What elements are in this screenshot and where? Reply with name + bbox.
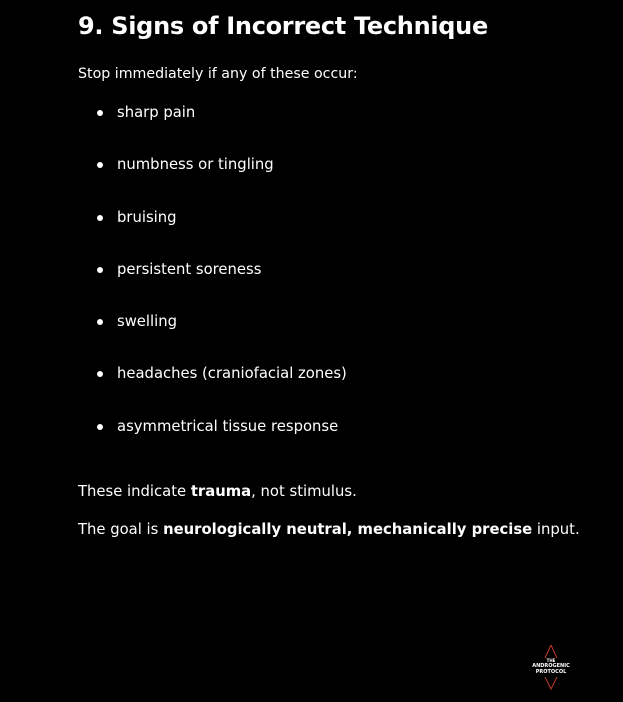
bullet-icon — [97, 319, 103, 325]
bullet-icon — [97, 110, 103, 116]
page-title: 9. Signs of Incorrect Technique — [78, 12, 488, 40]
bullet-icon — [97, 215, 103, 221]
bullet-icon — [97, 162, 103, 168]
bullet-icon — [97, 371, 103, 377]
goal-paragraph — [78, 519, 580, 541]
list-item-label: sharp pain — [117, 104, 196, 121]
logo-text-androgenic: ANDROGENIC — [532, 663, 570, 669]
trauma-paragraph-end: , not stimulus. — [251, 483, 357, 500]
list-item — [96, 311, 347, 363]
list-item — [96, 259, 347, 311]
list-item — [96, 154, 347, 206]
list-item-label: persistent soreness — [117, 260, 262, 278]
goal-emphasis: neurologically neutral, mechanically precise — [163, 521, 533, 538]
bullet-icon — [97, 424, 103, 430]
list-item — [96, 416, 347, 468]
list-item-label: bruising — [117, 208, 177, 226]
logo-text-the: THE — [546, 658, 556, 663]
goal-paragraph-start: The goal is — [78, 521, 164, 538]
trauma-paragraph-start: These indicate — [78, 483, 191, 500]
list-item — [96, 102, 347, 154]
intro-text: Stop immediately if any of these occur: — [78, 66, 358, 82]
list-item-label: swelling — [117, 313, 178, 331]
goal-paragraph-end: input. — [532, 521, 580, 538]
list-item — [96, 207, 347, 259]
bullet-icon — [97, 267, 103, 273]
list-item-label: headaches (craniofacial zones) — [117, 365, 347, 383]
list-item-label: numbness or tingling — [117, 156, 274, 174]
trauma-paragraph — [78, 481, 357, 503]
signs-list — [96, 102, 347, 468]
logo-text-protocol: PROTOCOL — [535, 669, 567, 675]
list-item-label: asymmetrical tissue response — [117, 417, 339, 435]
brand-logo — [524, 645, 578, 690]
list-item — [96, 363, 347, 415]
trauma-emphasis: trauma — [190, 483, 252, 500]
